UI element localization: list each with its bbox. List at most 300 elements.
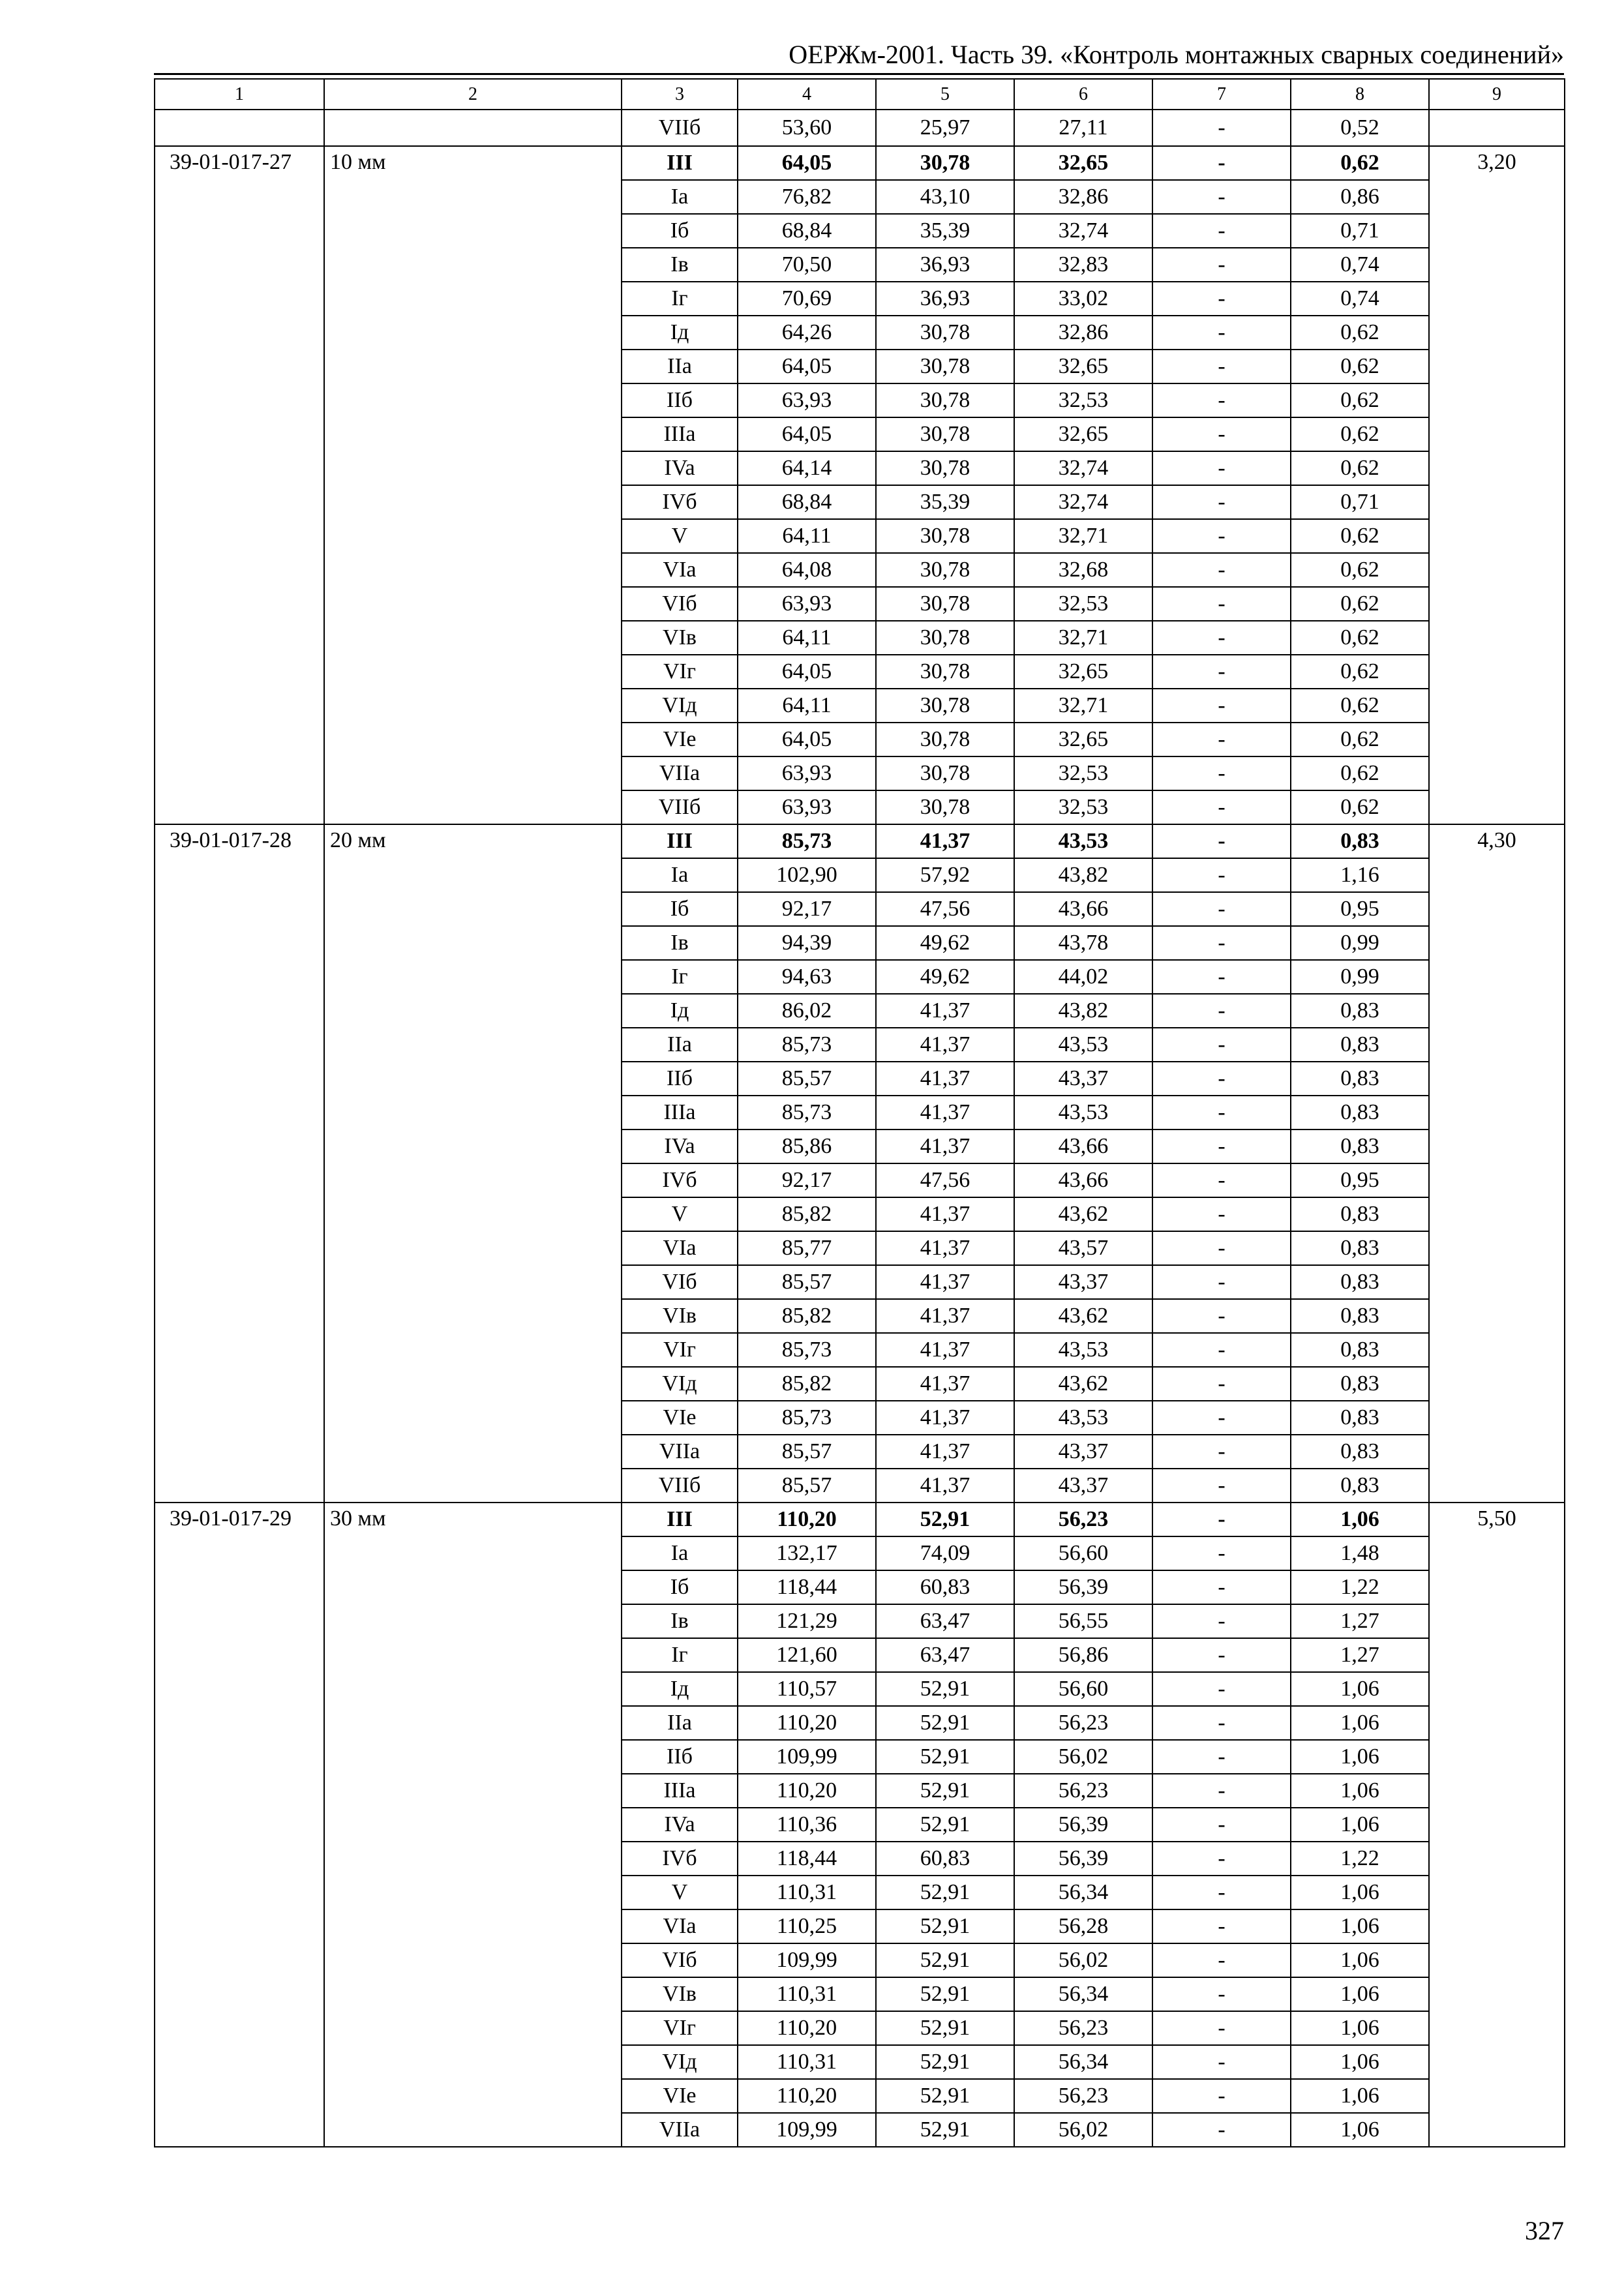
material-cost: - [1152, 858, 1291, 892]
table-row [155, 1503, 1565, 1536]
joint-category: VIв [622, 1977, 738, 2011]
total-cost: 76,82 [738, 180, 876, 214]
machine-cost: 56,23 [1014, 2079, 1152, 2113]
machine-cost: 32,65 [1014, 350, 1152, 383]
joint-category: VIв [622, 1299, 738, 1333]
machine-cost: 43,53 [1014, 824, 1152, 858]
machine-cost: 32,74 [1014, 485, 1152, 519]
joint-category: VIIб [622, 790, 738, 824]
labor-hours: 0,83 [1291, 1469, 1429, 1503]
labor-hours: 0,99 [1291, 960, 1429, 994]
joint-category: VIe [622, 2079, 738, 2113]
material-cost: - [1152, 1977, 1291, 2011]
labor-cost: 41,37 [876, 1401, 1014, 1435]
joint-category: III [622, 824, 738, 858]
labor-hours: 0,83 [1291, 1435, 1429, 1469]
labor-hours: 0,52 [1291, 110, 1429, 146]
machine-cost: 44,02 [1014, 960, 1152, 994]
total-cost: 64,26 [738, 316, 876, 350]
labor-cost: 41,37 [876, 1096, 1014, 1130]
labor-cost: 60,83 [876, 1842, 1014, 1876]
joint-category: Iд [622, 316, 738, 350]
material-cost: - [1152, 790, 1291, 824]
labor-hours: 1,22 [1291, 1570, 1429, 1604]
joint-category: VIIб [622, 110, 738, 146]
labor-cost: 41,37 [876, 824, 1014, 858]
total-cost: 109,99 [738, 2113, 876, 2147]
material-cost: - [1152, 587, 1291, 621]
total-cost: 70,50 [738, 248, 876, 282]
labor-hours: 0,83 [1291, 994, 1429, 1028]
total-cost: 110,20 [738, 2011, 876, 2045]
total-cost: 85,82 [738, 1197, 876, 1231]
material-cost: - [1152, 316, 1291, 350]
machine-cost: 56,39 [1014, 1570, 1152, 1604]
total-cost: 110,36 [738, 1808, 876, 1842]
total-cost: 110,31 [738, 2045, 876, 2079]
material-cost: - [1152, 282, 1291, 316]
total-cost: 92,17 [738, 892, 876, 926]
material-cost: - [1152, 1842, 1291, 1876]
labor-hours: 0,99 [1291, 926, 1429, 960]
joint-category: VIд [622, 1367, 738, 1401]
labor-cost: 52,91 [876, 2011, 1014, 2045]
norm-value: 5,50 [1429, 1503, 1565, 2147]
material-cost: - [1152, 1740, 1291, 1774]
wall-thickness: 20 мм [324, 824, 622, 1503]
joint-category: Iд [622, 994, 738, 1028]
total-cost: 68,84 [738, 214, 876, 248]
machine-cost: 56,02 [1014, 2113, 1152, 2147]
labor-cost: 36,93 [876, 282, 1014, 316]
labor-hours: 0,83 [1291, 1265, 1429, 1299]
total-cost: 64,05 [738, 417, 876, 451]
labor-cost: 52,91 [876, 2079, 1014, 2113]
total-cost: 64,05 [738, 723, 876, 756]
joint-category: IIб [622, 1062, 738, 1096]
labor-hours: 1,06 [1291, 1977, 1429, 2011]
material-cost: - [1152, 756, 1291, 790]
labor-hours: 0,62 [1291, 621, 1429, 655]
machine-cost: 43,53 [1014, 1333, 1152, 1367]
labor-cost: 41,37 [876, 1367, 1014, 1401]
joint-category: VIг [622, 655, 738, 689]
column-number: 5 [876, 79, 1014, 110]
machine-cost: 32,68 [1014, 553, 1152, 587]
joint-category: Iд [622, 1672, 738, 1706]
labor-cost: 52,91 [876, 1909, 1014, 1943]
joint-category: VIд [622, 2045, 738, 2079]
machine-cost: 43,37 [1014, 1469, 1152, 1503]
material-cost: - [1152, 824, 1291, 858]
joint-category: VIa [622, 1231, 738, 1265]
machine-cost: 56,28 [1014, 1909, 1152, 1943]
joint-category: IVa [622, 1808, 738, 1842]
machine-cost: 56,23 [1014, 1503, 1152, 1536]
material-cost: - [1152, 1604, 1291, 1638]
thickness-cell-empty [324, 110, 622, 146]
total-cost: 85,57 [738, 1469, 876, 1503]
material-cost: - [1152, 2113, 1291, 2147]
machine-cost: 33,02 [1014, 282, 1152, 316]
table-row [155, 146, 1565, 180]
machine-cost: 32,53 [1014, 756, 1152, 790]
machine-cost: 56,23 [1014, 2011, 1152, 2045]
total-cost: 85,73 [738, 1401, 876, 1435]
labor-hours: 1,06 [1291, 1672, 1429, 1706]
total-cost: 63,93 [738, 383, 876, 417]
material-cost: - [1152, 485, 1291, 519]
labor-cost: 41,37 [876, 1299, 1014, 1333]
machine-cost: 32,53 [1014, 383, 1152, 417]
table-row [155, 110, 1565, 146]
material-cost: - [1152, 417, 1291, 451]
total-cost: 64,05 [738, 350, 876, 383]
labor-cost: 36,93 [876, 248, 1014, 282]
material-cost: - [1152, 1570, 1291, 1604]
header-rule [154, 73, 1564, 75]
rate-code: 39-01-017-28 [155, 824, 324, 1503]
material-cost: - [1152, 1299, 1291, 1333]
column-number: 2 [324, 79, 622, 110]
material-cost: - [1152, 519, 1291, 553]
machine-cost: 43,66 [1014, 1163, 1152, 1197]
labor-hours: 0,86 [1291, 180, 1429, 214]
labor-cost: 35,39 [876, 214, 1014, 248]
joint-category: V [622, 1876, 738, 1909]
labor-hours: 1,06 [1291, 1706, 1429, 1740]
material-cost: - [1152, 723, 1291, 756]
column-number-row [155, 79, 1565, 110]
labor-hours: 0,95 [1291, 1163, 1429, 1197]
material-cost: - [1152, 248, 1291, 282]
total-cost: 92,17 [738, 1163, 876, 1197]
labor-cost: 47,56 [876, 1163, 1014, 1197]
machine-cost: 32,53 [1014, 790, 1152, 824]
norm-value: 3,20 [1429, 146, 1565, 824]
labor-cost: 52,91 [876, 1808, 1014, 1842]
material-cost: - [1152, 1163, 1291, 1197]
joint-category: VIIa [622, 2113, 738, 2147]
labor-cost: 41,37 [876, 1028, 1014, 1062]
material-cost: - [1152, 1469, 1291, 1503]
material-cost: - [1152, 689, 1291, 723]
total-cost: 121,60 [738, 1638, 876, 1672]
machine-cost: 43,66 [1014, 1130, 1152, 1163]
labor-cost: 30,78 [876, 790, 1014, 824]
machine-cost: 43,53 [1014, 1028, 1152, 1062]
column-number: 6 [1014, 79, 1152, 110]
labor-hours: 1,06 [1291, 2113, 1429, 2147]
total-cost: 110,20 [738, 1503, 876, 1536]
total-cost: 85,57 [738, 1265, 876, 1299]
labor-hours: 0,62 [1291, 383, 1429, 417]
joint-category: VIг [622, 2011, 738, 2045]
total-cost: 64,14 [738, 451, 876, 485]
joint-category: Ia [622, 858, 738, 892]
machine-cost: 43,78 [1014, 926, 1152, 960]
labor-cost: 25,97 [876, 110, 1014, 146]
material-cost: - [1152, 451, 1291, 485]
total-cost: 94,63 [738, 960, 876, 994]
labor-hours: 1,06 [1291, 1943, 1429, 1977]
machine-cost: 43,53 [1014, 1401, 1152, 1435]
joint-category: IIa [622, 1706, 738, 1740]
labor-hours: 0,62 [1291, 723, 1429, 756]
norm-value: 4,30 [1429, 824, 1565, 1503]
total-cost: 110,20 [738, 1774, 876, 1808]
machine-cost: 32,71 [1014, 689, 1152, 723]
labor-hours: 0,83 [1291, 1333, 1429, 1367]
labor-hours: 0,83 [1291, 1130, 1429, 1163]
labor-hours: 1,06 [1291, 1774, 1429, 1808]
joint-category: IIб [622, 383, 738, 417]
page-number: 327 [1525, 2216, 1564, 2245]
table-row [155, 824, 1565, 858]
total-cost: 63,93 [738, 587, 876, 621]
material-cost: - [1152, 1638, 1291, 1672]
joint-category: VIб [622, 1265, 738, 1299]
material-cost: - [1152, 180, 1291, 214]
labor-hours: 0,74 [1291, 248, 1429, 282]
joint-category: IIIa [622, 417, 738, 451]
material-cost: - [1152, 1909, 1291, 1943]
labor-cost: 30,78 [876, 451, 1014, 485]
joint-category: VIв [622, 621, 738, 655]
joint-category: III [622, 1503, 738, 1536]
labor-cost: 30,78 [876, 689, 1014, 723]
joint-category: VIд [622, 689, 738, 723]
labor-hours: 1,48 [1291, 1536, 1429, 1570]
labor-cost: 52,91 [876, 1706, 1014, 1740]
labor-hours: 1,06 [1291, 2079, 1429, 2113]
machine-cost: 43,82 [1014, 858, 1152, 892]
joint-category: IIa [622, 1028, 738, 1062]
total-cost: 85,73 [738, 1333, 876, 1367]
material-cost: - [1152, 1401, 1291, 1435]
total-cost: 64,11 [738, 689, 876, 723]
material-cost: - [1152, 2011, 1291, 2045]
machine-cost: 32,86 [1014, 316, 1152, 350]
material-cost: - [1152, 1536, 1291, 1570]
machine-cost: 56,02 [1014, 1943, 1152, 1977]
material-cost: - [1152, 1096, 1291, 1130]
material-cost: - [1152, 350, 1291, 383]
labor-cost: 41,37 [876, 1130, 1014, 1163]
machine-cost: 32,65 [1014, 655, 1152, 689]
joint-category: Iб [622, 892, 738, 926]
material-cost: - [1152, 1672, 1291, 1706]
machine-cost: 32,53 [1014, 587, 1152, 621]
material-cost: - [1152, 960, 1291, 994]
labor-cost: 41,37 [876, 1435, 1014, 1469]
material-cost: - [1152, 1265, 1291, 1299]
joint-category: IIa [622, 350, 738, 383]
labor-hours: 0,71 [1291, 214, 1429, 248]
machine-cost: 43,37 [1014, 1062, 1152, 1096]
material-cost: - [1152, 1435, 1291, 1469]
machine-cost: 56,39 [1014, 1842, 1152, 1876]
labor-cost: 30,78 [876, 553, 1014, 587]
material-cost: - [1152, 655, 1291, 689]
material-cost: - [1152, 146, 1291, 180]
labor-cost: 74,09 [876, 1536, 1014, 1570]
labor-cost: 52,91 [876, 1774, 1014, 1808]
joint-category: IVa [622, 451, 738, 485]
machine-cost: 56,60 [1014, 1672, 1152, 1706]
labor-hours: 1,06 [1291, 1909, 1429, 1943]
joint-category: VIa [622, 553, 738, 587]
total-cost: 118,44 [738, 1842, 876, 1876]
joint-category: IVa [622, 1130, 738, 1163]
total-cost: 85,73 [738, 824, 876, 858]
joint-category: VIг [622, 1333, 738, 1367]
labor-cost: 41,37 [876, 1265, 1014, 1299]
labor-cost: 30,78 [876, 621, 1014, 655]
total-cost: 110,31 [738, 1876, 876, 1909]
labor-cost: 60,83 [876, 1570, 1014, 1604]
labor-hours: 1,06 [1291, 1503, 1429, 1536]
machine-cost: 43,62 [1014, 1299, 1152, 1333]
material-cost: - [1152, 553, 1291, 587]
material-cost: - [1152, 1706, 1291, 1740]
material-cost: - [1152, 994, 1291, 1028]
joint-category: VIIa [622, 1435, 738, 1469]
labor-cost: 30,78 [876, 417, 1014, 451]
joint-category: VIIб [622, 1469, 738, 1503]
labor-cost: 63,47 [876, 1604, 1014, 1638]
machine-cost: 56,23 [1014, 1774, 1152, 1808]
total-cost: 110,31 [738, 1977, 876, 2011]
labor-hours: 0,83 [1291, 824, 1429, 858]
machine-cost: 56,34 [1014, 1876, 1152, 1909]
labor-cost: 30,78 [876, 316, 1014, 350]
machine-cost: 43,62 [1014, 1197, 1152, 1231]
joint-category: VIe [622, 1401, 738, 1435]
joint-category: Ia [622, 1536, 738, 1570]
material-cost: - [1152, 1774, 1291, 1808]
labor-hours: 0,62 [1291, 689, 1429, 723]
labor-hours: 0,62 [1291, 553, 1429, 587]
labor-hours: 1,27 [1291, 1638, 1429, 1672]
joint-category: Iг [622, 1638, 738, 1672]
labor-cost: 41,37 [876, 1062, 1014, 1096]
machine-cost: 56,55 [1014, 1604, 1152, 1638]
total-cost: 64,11 [738, 519, 876, 553]
labor-hours: 0,71 [1291, 485, 1429, 519]
labor-hours: 0,62 [1291, 587, 1429, 621]
machine-cost: 32,65 [1014, 146, 1152, 180]
labor-cost: 52,91 [876, 1740, 1014, 1774]
labor-cost: 41,37 [876, 1231, 1014, 1265]
joint-category: Iг [622, 960, 738, 994]
joint-category: IVб [622, 1842, 738, 1876]
labor-cost: 52,91 [876, 2113, 1014, 2147]
labor-hours: 0,62 [1291, 451, 1429, 485]
labor-cost: 49,62 [876, 926, 1014, 960]
column-number: 7 [1152, 79, 1291, 110]
norm-cell-empty [1429, 110, 1565, 146]
labor-cost: 30,78 [876, 756, 1014, 790]
total-cost: 109,99 [738, 1740, 876, 1774]
labor-hours: 0,83 [1291, 1096, 1429, 1130]
total-cost: 86,02 [738, 994, 876, 1028]
joint-category: VIe [622, 723, 738, 756]
labor-hours: 0,83 [1291, 1028, 1429, 1062]
labor-hours: 0,62 [1291, 316, 1429, 350]
material-cost: - [1152, 2079, 1291, 2113]
labor-hours: 0,83 [1291, 1197, 1429, 1231]
column-number: 3 [622, 79, 738, 110]
column-number: 9 [1429, 79, 1565, 110]
code-cell-empty [155, 110, 324, 146]
labor-hours: 1,06 [1291, 1808, 1429, 1842]
labor-cost: 30,78 [876, 146, 1014, 180]
total-cost: 63,93 [738, 790, 876, 824]
total-cost: 64,05 [738, 146, 876, 180]
total-cost: 63,93 [738, 756, 876, 790]
labor-hours: 0,83 [1291, 1367, 1429, 1401]
material-cost: - [1152, 926, 1291, 960]
machine-cost: 32,74 [1014, 451, 1152, 485]
rates-table-container [154, 78, 1565, 2147]
joint-category: IVб [622, 485, 738, 519]
total-cost: 102,90 [738, 858, 876, 892]
labor-hours: 0,62 [1291, 655, 1429, 689]
material-cost: - [1152, 1367, 1291, 1401]
labor-hours: 1,16 [1291, 858, 1429, 892]
material-cost: - [1152, 1876, 1291, 1909]
labor-cost: 57,92 [876, 858, 1014, 892]
total-cost: 85,57 [738, 1435, 876, 1469]
page-header: ОЕРЖм-2001. Часть 39. «Контроль монтажных сварных соединений» [789, 40, 1564, 69]
material-cost: - [1152, 383, 1291, 417]
labor-cost: 63,47 [876, 1638, 1014, 1672]
total-cost: 94,39 [738, 926, 876, 960]
material-cost: - [1152, 110, 1291, 146]
column-number: 8 [1291, 79, 1429, 110]
labor-cost: 30,78 [876, 383, 1014, 417]
labor-cost: 52,91 [876, 2045, 1014, 2079]
total-cost: 53,60 [738, 110, 876, 146]
joint-category: Iв [622, 1604, 738, 1638]
total-cost: 85,86 [738, 1130, 876, 1163]
labor-cost: 47,56 [876, 892, 1014, 926]
joint-category: Iб [622, 1570, 738, 1604]
labor-cost: 35,39 [876, 485, 1014, 519]
labor-hours: 0,62 [1291, 519, 1429, 553]
joint-category: Iг [622, 282, 738, 316]
labor-hours: 0,62 [1291, 350, 1429, 383]
material-cost: - [1152, 1503, 1291, 1536]
material-cost: - [1152, 621, 1291, 655]
total-cost: 85,82 [738, 1299, 876, 1333]
material-cost: - [1152, 2045, 1291, 2079]
wall-thickness: 30 мм [324, 1503, 622, 2147]
total-cost: 132,17 [738, 1536, 876, 1570]
rate-code: 39-01-017-29 [155, 1503, 324, 2147]
machine-cost: 43,66 [1014, 892, 1152, 926]
labor-cost: 41,37 [876, 1333, 1014, 1367]
labor-hours: 1,06 [1291, 2011, 1429, 2045]
labor-cost: 30,78 [876, 655, 1014, 689]
total-cost: 85,73 [738, 1096, 876, 1130]
labor-hours: 0,62 [1291, 146, 1429, 180]
machine-cost: 43,82 [1014, 994, 1152, 1028]
machine-cost: 56,60 [1014, 1536, 1152, 1570]
machine-cost: 43,37 [1014, 1435, 1152, 1469]
joint-category: IIIa [622, 1096, 738, 1130]
